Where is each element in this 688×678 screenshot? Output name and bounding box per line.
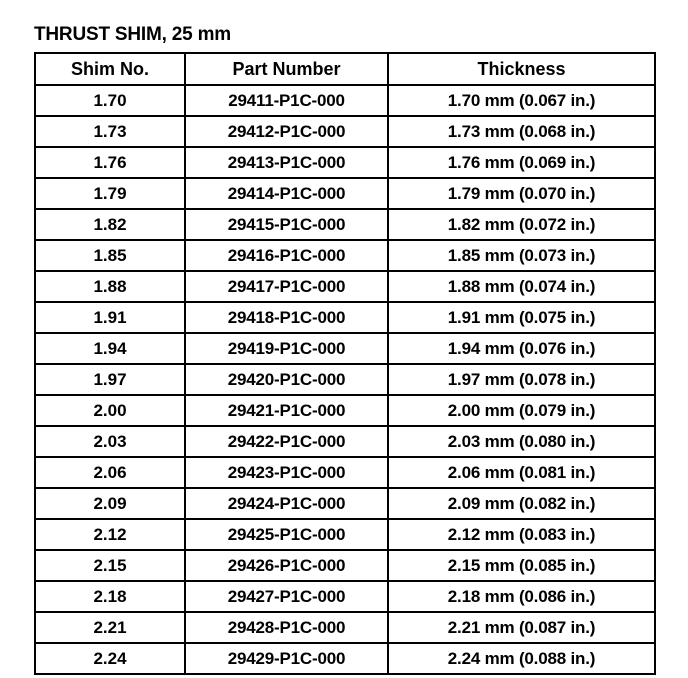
cell-shim-no: 1.76 bbox=[35, 147, 185, 178]
cell-part-number: 29414-P1C-000 bbox=[185, 178, 388, 209]
cell-thickness: 1.97 mm (0.078 in.) bbox=[388, 364, 655, 395]
cell-shim-no: 1.82 bbox=[35, 209, 185, 240]
cell-thickness: 1.70 mm (0.067 in.) bbox=[388, 85, 655, 116]
cell-shim-no: 1.97 bbox=[35, 364, 185, 395]
cell-part-number: 29423-P1C-000 bbox=[185, 457, 388, 488]
table-row bbox=[35, 581, 655, 612]
cell-thickness: 1.73 mm (0.068 in.) bbox=[388, 116, 655, 147]
cell-thickness: 1.82 mm (0.072 in.) bbox=[388, 209, 655, 240]
cell-thickness: 1.76 mm (0.069 in.) bbox=[388, 147, 655, 178]
cell-part-number: 29416-P1C-000 bbox=[185, 240, 388, 271]
cell-thickness: 2.03 mm (0.080 in.) bbox=[388, 426, 655, 457]
cell-part-number: 29420-P1C-000 bbox=[185, 364, 388, 395]
cell-thickness: 1.88 mm (0.074 in.) bbox=[388, 271, 655, 302]
cell-shim-no: 2.00 bbox=[35, 395, 185, 426]
cell-shim-no: 2.18 bbox=[35, 581, 185, 612]
table-row bbox=[35, 426, 655, 457]
cell-shim-no: 2.24 bbox=[35, 643, 185, 674]
cell-shim-no: 2.21 bbox=[35, 612, 185, 643]
cell-part-number: 29418-P1C-000 bbox=[185, 302, 388, 333]
cell-thickness: 2.21 mm (0.087 in.) bbox=[388, 612, 655, 643]
cell-thickness: 1.91 mm (0.075 in.) bbox=[388, 302, 655, 333]
table-row bbox=[35, 302, 655, 333]
cell-part-number: 29419-P1C-000 bbox=[185, 333, 388, 364]
table-row bbox=[35, 271, 655, 302]
cell-thickness: 2.15 mm (0.085 in.) bbox=[388, 550, 655, 581]
cell-shim-no: 1.94 bbox=[35, 333, 185, 364]
cell-part-number: 29428-P1C-000 bbox=[185, 612, 388, 643]
cell-thickness: 2.00 mm (0.079 in.) bbox=[388, 395, 655, 426]
table-header bbox=[35, 53, 655, 85]
cell-thickness: 2.06 mm (0.081 in.) bbox=[388, 457, 655, 488]
table-row bbox=[35, 612, 655, 643]
cell-part-number: 29427-P1C-000 bbox=[185, 581, 388, 612]
cell-shim-no: 1.73 bbox=[35, 116, 185, 147]
cell-part-number: 29425-P1C-000 bbox=[185, 519, 388, 550]
cell-part-number: 29411-P1C-000 bbox=[185, 85, 388, 116]
table-row bbox=[35, 209, 655, 240]
cell-part-number: 29413-P1C-000 bbox=[185, 147, 388, 178]
cell-thickness: 2.18 mm (0.086 in.) bbox=[388, 581, 655, 612]
cell-part-number: 29426-P1C-000 bbox=[185, 550, 388, 581]
table-row bbox=[35, 364, 655, 395]
cell-shim-no: 2.15 bbox=[35, 550, 185, 581]
cell-thickness: 2.24 mm (0.088 in.) bbox=[388, 643, 655, 674]
cell-part-number: 29424-P1C-000 bbox=[185, 488, 388, 519]
table-row bbox=[35, 488, 655, 519]
cell-shim-no: 1.85 bbox=[35, 240, 185, 271]
table-header-row bbox=[35, 53, 655, 85]
table-row bbox=[35, 85, 655, 116]
cell-part-number: 29429-P1C-000 bbox=[185, 643, 388, 674]
cell-shim-no: 2.09 bbox=[35, 488, 185, 519]
table-row bbox=[35, 333, 655, 364]
cell-thickness: 2.12 mm (0.083 in.) bbox=[388, 519, 655, 550]
table-row bbox=[35, 178, 655, 209]
cell-thickness: 1.79 mm (0.070 in.) bbox=[388, 178, 655, 209]
cell-part-number: 29412-P1C-000 bbox=[185, 116, 388, 147]
cell-shim-no: 1.79 bbox=[35, 178, 185, 209]
table-row bbox=[35, 457, 655, 488]
cell-part-number: 29415-P1C-000 bbox=[185, 209, 388, 240]
cell-thickness: 2.09 mm (0.082 in.) bbox=[388, 488, 655, 519]
table-row bbox=[35, 643, 655, 674]
column-header-shim-no: Shim No. bbox=[35, 53, 185, 85]
table-row bbox=[35, 550, 655, 581]
cell-part-number: 29422-P1C-000 bbox=[185, 426, 388, 457]
cell-shim-no: 1.70 bbox=[35, 85, 185, 116]
thrust-shim-table bbox=[34, 52, 656, 675]
table-row bbox=[35, 240, 655, 271]
cell-shim-no: 2.12 bbox=[35, 519, 185, 550]
thrust-shim-table-container bbox=[34, 52, 654, 675]
cell-shim-no: 2.06 bbox=[35, 457, 185, 488]
cell-thickness: 1.85 mm (0.073 in.) bbox=[388, 240, 655, 271]
table-row bbox=[35, 147, 655, 178]
table-body bbox=[35, 85, 655, 674]
table-row bbox=[35, 116, 655, 147]
cell-thickness: 1.94 mm (0.076 in.) bbox=[388, 333, 655, 364]
cell-shim-no: 1.88 bbox=[35, 271, 185, 302]
cell-part-number: 29421-P1C-000 bbox=[185, 395, 388, 426]
cell-part-number: 29417-P1C-000 bbox=[185, 271, 388, 302]
table-row bbox=[35, 519, 655, 550]
cell-shim-no: 2.03 bbox=[35, 426, 185, 457]
cell-shim-no: 1.91 bbox=[35, 302, 185, 333]
column-header-part-number: Part Number bbox=[185, 53, 388, 85]
table-row bbox=[35, 395, 655, 426]
page-title: THRUST SHIM, 25 mm bbox=[34, 24, 231, 45]
column-header-thickness: Thickness bbox=[388, 53, 655, 85]
